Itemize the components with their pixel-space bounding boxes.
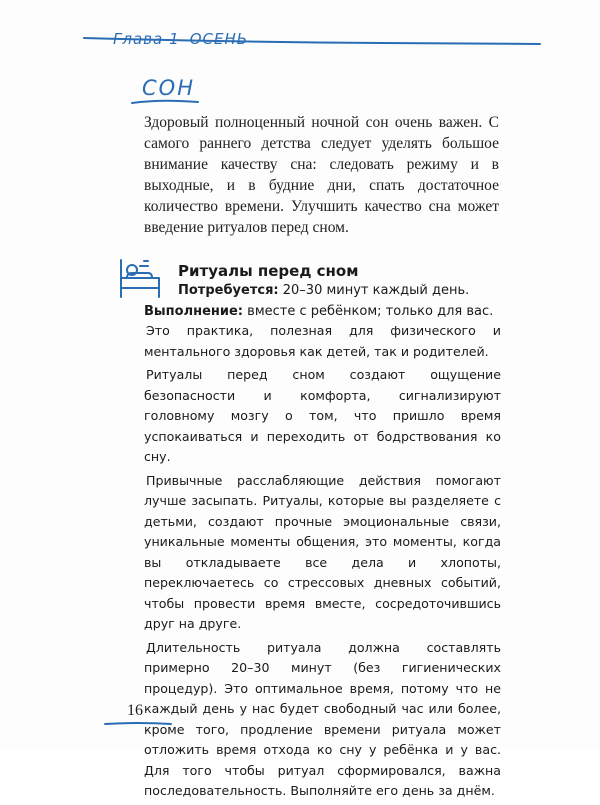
required-line bbox=[178, 283, 469, 298]
body-paragraph: Длительность ритуала должна составлять примерно 20–30 минут (без гигиенических процедур). Это оптимальное время, потому что не каждый день у нас будет свободный час или более, кроме того, продление времени ритуала может отложить время отхода ко сну у ребёнка и у вас. Для того чтобы ритуал сформировался, важна последовательность. Выполняйте его день за днём. bbox=[144, 639, 501, 798]
chapter-number: 1 bbox=[169, 30, 180, 48]
page-number: 16 bbox=[127, 702, 143, 719]
chapter-label: Глава bbox=[113, 30, 164, 48]
body-paragraph: Привычные расслабляющие действия помогают лучше засыпать. Ритуалы, которые вы разделяете с детьми, создают прочные эмоциональные связи, уникальные моменты общения, это моменты, когда вы откладываете все дела и хлопоты, переключаетесь со стрессовых дневных событий, чтобы провести время вместе, сосредоточившись друг на друге. bbox=[144, 472, 501, 631]
execution-label: Выполнение: bbox=[144, 304, 244, 319]
ritual-title: Ритуалы перед сном bbox=[178, 262, 359, 280]
section-title: СОН bbox=[142, 76, 195, 100]
chapter-name: ОСЕНЬ bbox=[189, 30, 249, 48]
required-label: Потребуется: bbox=[178, 283, 279, 298]
chapter-header bbox=[113, 30, 248, 48]
body-paragraph: Это практика, полезная для физического и ментального здоровья как детей, так и родителей. bbox=[144, 323, 501, 359]
ritual-body bbox=[144, 321, 501, 805]
page-number-underline bbox=[103, 717, 173, 731]
body-paragraph: Ритуалы перед сном создают ощущение безопасности и комфорта, сигнализируют головному мозгу о том, что пришло время успокаиваться и переходить от бодрствования ко сну. bbox=[144, 367, 501, 464]
execution-line bbox=[144, 304, 501, 319]
sleeping-person-in-bed-icon bbox=[118, 258, 162, 298]
execution-value: вместе с ребёнком; только для вас. bbox=[247, 304, 494, 319]
intro-paragraph: Здоровый полноценный ночной сон очень важен. С самого раннего детства следует уделять большое внимание качеству сна: следовать режиму и в выходные, и в будние дни, спать достаточное количество времени. Улучшить качество сна может введение ритуалов перед сном. bbox=[144, 114, 499, 236]
section-title-underline bbox=[130, 95, 200, 109]
required-value: 20–30 минут каждый день. bbox=[282, 283, 470, 298]
